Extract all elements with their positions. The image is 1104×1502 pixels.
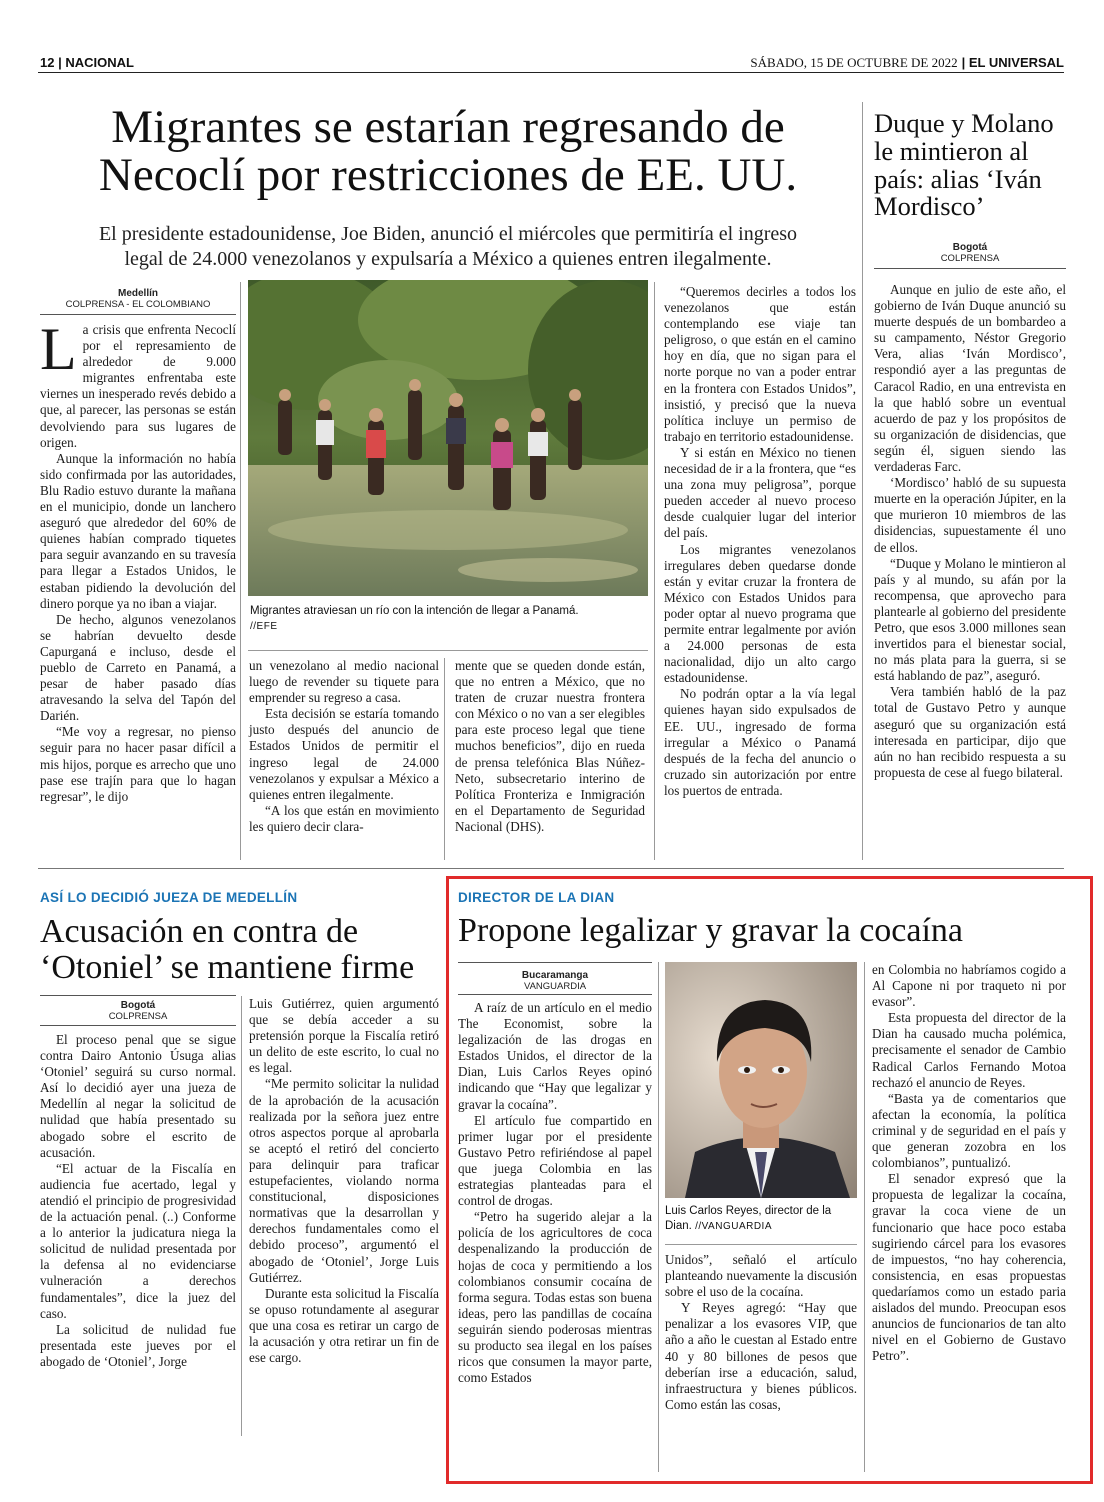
dian-byline (458, 970, 652, 992)
main-col4 (664, 284, 856, 799)
otoniel-kicker: ASÍ LO DECIDIÓ JUEZA DE MEDELLÍN (40, 890, 298, 905)
luis-carlos-reyes-photo (665, 962, 857, 1198)
main-col2 (249, 658, 439, 835)
caption-rule (665, 1244, 857, 1245)
byline-rule (40, 314, 236, 315)
paragraph: en Colombia no habríamos cogido a Al Capone ni por traqueto ni por evasor”. (872, 962, 1066, 1010)
paragraph: El senador expresó que la propuesta de legalizar la cocaína, gravar la coca viene de un funcionario que hace poco estaba sugiriendo cárcel para los evasores de impuestos, “no hay coherencia, consistencia, en esas propuestas quedaríamos como un estado paria aislados del mundo. Preocupan esos anuncios de funcionarios de tan alto nivel en el Gobierno de Gustavo Petro”. (872, 1171, 1066, 1364)
main-subheadline: El presidente estadounidense, Joe Biden, anunció el miércoles que permitiría el ingreso legal de 24.000 venezolanos y expulsaría a México a quienes entren ilegalmente. (98, 223, 798, 270)
migrants-river-photo (248, 280, 648, 596)
paragraph: Esta decisión se estaría tomando justo después del anuncio de Estados Unidos de permitir el ingreso legal de 24.000 venezolanos y expulsar a México a quienes entren ilegalmente. (249, 706, 439, 802)
dian-headline: Propone legalizar y gravar la cocaína (458, 912, 964, 949)
drop-cap: L (40, 316, 77, 382)
paragraph: “Petro ha sugerido alejar a la policía de los agricultores de coca despenalizando la producción de hojas de coca y permitiendo a los colombianos consumir cocaína de forma segura. Todas estas son buena ideas, pero las pandillas de cocaína seguirán siendo poderosas mientras su producto sea ilegal en los países ricos que consumen la mayor parte, como Estados (458, 1209, 652, 1386)
side-byline (874, 242, 1066, 264)
dian-photo-caption (665, 1204, 857, 1234)
caption-text: Luis Carlos Reyes, director de la Dian. (665, 1205, 832, 1232)
paragraph: Aunque la información no había sido confirmada por las autoridades, Blu Radio estuvo durante la mañana en el municipio, donde un lanchero aseguró que alrededor del 60% de quienes habían comprado tiquetes para seguir avanzando en su travesía para llegar a Estados Unidos, le estaban pidiendo la devolución del dinero porque ya no iban a viajar. (40, 450, 236, 611)
portrait-illustration (665, 962, 857, 1198)
byline-rule (40, 995, 236, 996)
paragraph: “Me voy a regresar, no pienso seguir para no hacer pasar difícil a mis hijos, porque es arrecho que uno pase ese trajín para que lo hagan regresar”, le dijo (40, 724, 236, 804)
caption-text: Migrantes atraviesan un río con la intención de llegar a Panamá. (250, 605, 579, 617)
paragraph: El artículo fue compartido en primer lugar por el presidente Gustavo Petro refiriéndose al papel que juega Colombia en las estrategias planteadas para el control de drogas. (458, 1112, 652, 1209)
column-divider (241, 996, 242, 1436)
issue-date: SÁBADO, 15 DE OCTUBRE DE 2022 (750, 55, 958, 70)
column-divider (658, 962, 659, 1472)
paragraph: Y si están en México no tienen necesidad de ir a la frontera, que “es una zona muy peligrosa”, porque pueden acceder al nuevo proceso desde cualquier lugar del interior del país. (664, 444, 856, 541)
main-col3 (455, 658, 645, 835)
paragraph: La solicitud de nulidad fue presentada este jueves por el abogado de ‘Otoniel’, Jorge (40, 1321, 236, 1369)
caption-credit: //EFE (250, 621, 278, 632)
section-divider (38, 868, 1064, 869)
caption-rule (248, 650, 648, 651)
paragraph: “Me permito solicitar la nulidad de la aprobación de la acusación realizada por la señora juez entre otros aspectos porque al aprobarla se aceptó el retiró del concierto para delinquir para traficar estupefacientes, violando norma constitucional, disposiciones normativas que la desarrollan y derechos fundamentales como el debido proceso”, argumentó el abogado de ‘Otoniel’, Jorge Luis Gutiérrez. (249, 1076, 439, 1285)
paragraph: Unidos”, señaló el artículo planteando nuevamente la discusión sobre el uso de la cocaína. (665, 1252, 857, 1300)
dian-kicker: DIRECTOR DE LA DIAN (458, 890, 615, 905)
paragraph: un venezolano al medio nacional luego de revender su tiquete para emprender su regreso a casa. (249, 658, 439, 706)
side-body (874, 282, 1066, 781)
main-headline: Migrantes se estarían regresando de Necoclí por restricciones de EE. UU. (98, 101, 798, 201)
byline-rule (40, 1025, 236, 1026)
dian-col2 (665, 1252, 857, 1413)
column-divider (864, 962, 865, 1472)
paragraph: Durante esta solicitud la Fiscalía se opuso rotundamente al asegurar que una cosa es retirar un cargo de la acusación y otra retirar un fin de ese cargo. (249, 1285, 439, 1366)
byline-rule (458, 962, 652, 963)
byline-agency: COLPRENSA - EL COLOMBIANO (65, 299, 211, 310)
otoniel-byline (40, 1000, 236, 1022)
byline-agency: COLPRENSA (108, 1011, 168, 1022)
paragraph: De hecho, algunos venezolanos se habrían devuelto desde Capurganá e incluso, desde el pueblo de Carreto en Panamá, a pesar de haber pasado días atravesando la selva del Tapón del Darién. (40, 611, 236, 724)
byline-agency: COLPRENSA (940, 253, 1000, 264)
main-col1 (40, 316, 236, 805)
main-photo-caption (250, 604, 646, 634)
paragraph: Y Reyes agregó: “Hay que penalizar a los evasores VIP, que año a año le cuestan al Estado entre 40 y 80 billones de pesos que deberían irse a educación, salud, infraestructura y bienes públicos. Como están las cosas, (665, 1300, 857, 1412)
paragraph: Esta propuesta del director de la Dian ha causado mucha polémica, precisamente el senador de Cambio Radical Carlos Fernando Motoa rechazó el anuncio de Reyes. (872, 1010, 1066, 1090)
paragraph: ‘Mordisco’ habló de su supuesta muerte en la operación Júpiter, en la que murieron 10 miembros de las disidencias, supuestamente él uno de ellos. (874, 475, 1066, 555)
paragraph: A raíz de un artículo en el medio The Economist, sobre la legalización de las drogas en Estados Unidos, el director de la Dian, Luis Carlos Reyes opinó indicando que “Hay que legalizar y gravar la cocaína”. (458, 1000, 652, 1112)
byline-rule (874, 268, 1066, 269)
paragraph: No podrán optar a la vía legal quienes hayan sido expulsados de EE. UU., ingresado de forma irregular a México o Panamá después de la fecha del anuncio o cruzado sin autorización por entre los puertos de entrada. (664, 686, 856, 798)
dian-col3 (872, 962, 1066, 1364)
byline-city: Bucaramanga (521, 970, 589, 981)
paragraph: Luis Gutiérrez, quien argumentó que se debía acceder a su pretensión porque la Fiscalía retiró un delito de este escrito, lo cual no es legal. (249, 996, 439, 1076)
lead-paragraph: La crisis que enfrenta Necoclí por el represamiento de alrededor de 9.000 migrantes enfrentaba este viernes un inesperado revés debido a que, al parecer, las personas se están devolviendo para sus lugares de origen. (40, 316, 236, 450)
column-divider (240, 282, 241, 860)
page-section-label: 12 | NACIONAL (40, 55, 134, 70)
paragraph: “Duque y Molano le mintieron al país y al mundo, su afán por la recompensa, que aprovecho para plantearle al gobierno del presidente Petro, que esos 3.000 millones sean invertidos para el bienestar social, no más plata para la guerra, si se está hablando de paz”, aseguró. (874, 555, 1066, 684)
header-rule (38, 72, 1064, 73)
paragraph: “Basta ya de comentarios que afectan la economía, la política criminal y de seguridad en el país y que generan zozobra en los colombianos”, puntualizó. (872, 1090, 1066, 1171)
paragraph: “El actuar de la Fiscalía en audiencia fue acertado, legal y atendió el principio de progresividad de la actuación penal. (..) Conforme a lo anterior la judicatura niega la solicitud de nulidad presentada por la defensa al no evidenciarse vulneración a derechos fundamentales”, dice la juez del caso. (40, 1160, 236, 1321)
paragraph: Los migrantes venezolanos irregulares deben quedarse donde están y evitar cruzar la frontera de México con Estados Unidos para poder optar al nuevo programa que permite entrar legalmente por avión a 24.000 personas de esta nacionalidad, dijo un alto cargo estadounidense. (664, 541, 856, 686)
side-headline: Duque y Molano le mintieron al país: alias ‘Iván Mordisco’ (874, 108, 1054, 222)
byline-agency: VANGUARDIA (523, 981, 587, 992)
photo-illustration (248, 280, 648, 596)
paragraph: El proceso penal que se sigue contra Dairo Antonio Úsuga alias ‘Otoniel’ seguirá su curso normal. Así lo decidió ayer una jueza de Medellín al negar la solicitud de nulidad que había presentado su abogado sobre el escrito de acusación. (40, 1032, 236, 1160)
byline-city: Medellín (117, 288, 158, 299)
otoniel-col1 (40, 1032, 236, 1370)
paragraph: “A los que están en movimiento les quiero decir clara- (249, 802, 439, 834)
dian-col1 (458, 1000, 652, 1386)
byline-city: Bogotá (952, 242, 988, 253)
paragraph: Aunque en julio de este año, el gobierno de Iván Duque anunció su muerte después de un bombardeo a su campamento, Néstor Gregorio Vera, alias ‘Iván Mordisco’, respondió ayer a las preguntas de Caracol Radio, en una entrevista en la que habló sobre un eventual acuerdo de paz y los propósitos de su organización de disidencias, que según él, siguen siendo las verdaderas Farc. (874, 282, 1066, 475)
paragraph: Vera también habló de la paz total de Gustavo Petro y aunque aseguró que su organización está interesada en participar, dijo que aún no han recibido respuesta a su propuesta de cese al fuego bilateral. (874, 684, 1066, 780)
caption-credit: //VANGUARDIA (695, 1221, 772, 1232)
byline-rule (458, 994, 652, 995)
otoniel-headline: Acusación en contra de ‘Otoniel’ se mantiene firme (40, 913, 415, 987)
paragraph: “Queremos decirles a todos los venezolanos que están contemplando ese viaje tan peligroso, o que están en el camino hoy en día, que no sigan para el norte porque no van a poder entrar en la frontera con Estados Unidos”, insistió, y precisó que la nueva política incluye un permiso de trabajo en territorio estadounidense. (664, 284, 856, 444)
column-divider (862, 102, 863, 860)
main-byline (40, 288, 236, 310)
column-divider (654, 282, 655, 860)
byline-city: Bogotá (120, 1000, 156, 1011)
page-dateline (750, 55, 1064, 71)
column-divider (444, 658, 445, 860)
newspaper-name: | EL UNIVERSAL (961, 55, 1064, 70)
otoniel-col2 (249, 996, 439, 1366)
paragraph: mente que se queden donde están, que no entren a México, que no traten de cruzar nuestra frontera con México o no van a ser elegibles para este proceso legal que tiene muchos beneficios”, dijo en rueda de prensa telefónica Blas Núñez-Neto, subsecretario interino de Política Fronteriza e Inmigración en el Departamento de Seguridad Nacional (DHS). (455, 658, 645, 834)
